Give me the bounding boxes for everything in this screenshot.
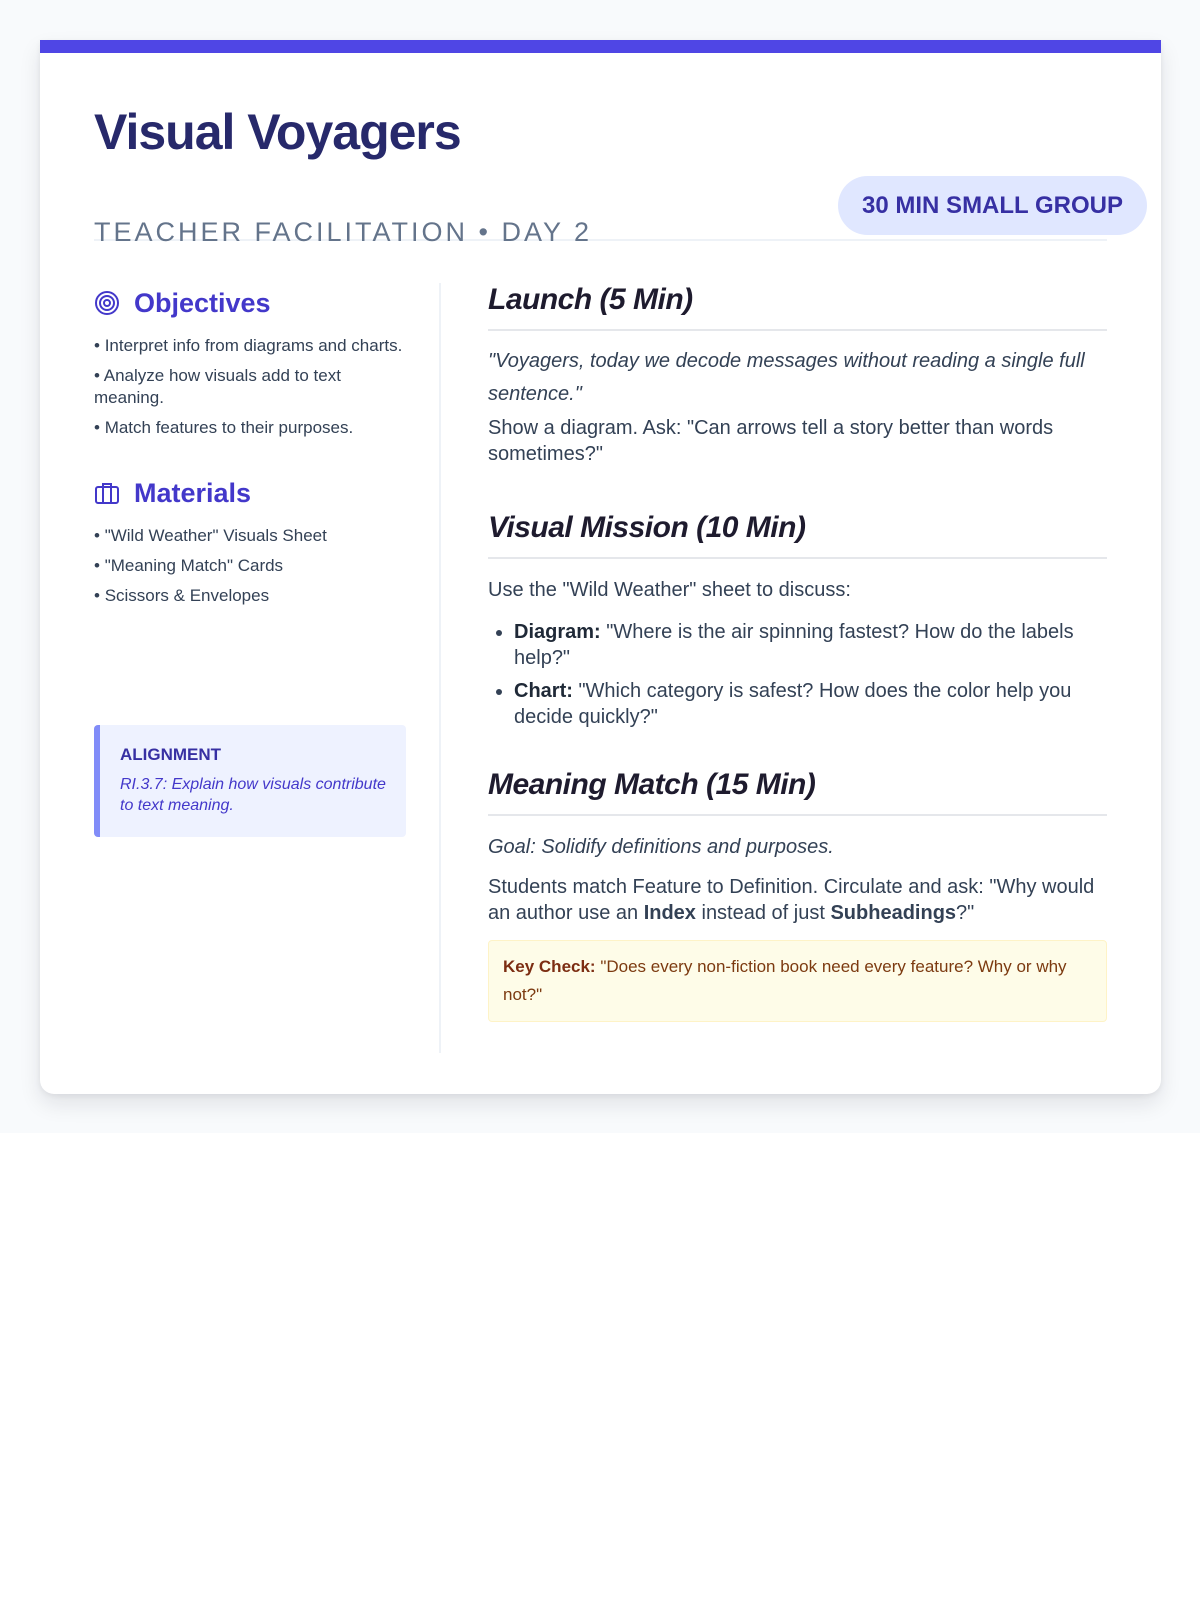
launch-text: Show a diagram. Ask: "Can arrows tell a story better than words sometimes?"	[488, 417, 1054, 465]
list-item: • "Meaning Match" Cards	[94, 555, 404, 577]
list-item	[514, 619, 1107, 671]
materials-label: Materials	[134, 477, 252, 508]
list-item: • Scissors & Envelopes	[94, 585, 404, 607]
list-item: • Match features to their purposes.	[94, 417, 404, 439]
alignment-title: ALIGNMENT	[120, 745, 222, 764]
match-text-after: ?"	[956, 902, 975, 924]
match-text-before: Students match Feature to Definition. Circulate and ask: "Why would an author use an	[488, 876, 1095, 924]
launch-section	[488, 283, 1107, 467]
objectives-list	[94, 335, 404, 439]
lesson-header	[94, 103, 1123, 247]
lesson-card	[40, 40, 1161, 1094]
index-term: Index	[643, 902, 696, 924]
target-icon	[94, 290, 120, 316]
key-check-text: "Does every non-fiction book need every feature? Why or why not?"	[503, 957, 1067, 1004]
objectives-heading	[94, 283, 439, 323]
match-heading: Meaning Match (15 Min)	[488, 768, 1107, 816]
materials-section	[94, 473, 439, 607]
mission-intro: Use the "Wild Weather" sheet to discuss:	[488, 579, 851, 601]
list-item	[514, 678, 1107, 730]
duration-badge: 30 MIN SMALL GROUP	[838, 176, 1147, 235]
mission-heading: Visual Mission (10 Min)	[488, 511, 1107, 559]
match-text-mid: instead of just	[695, 902, 831, 924]
diagram-label: Diagram:	[514, 621, 601, 643]
chart-label: Chart:	[514, 680, 573, 702]
match-goal: Goal: Solidify definitions and purposes.	[488, 836, 834, 858]
match-section	[488, 768, 1107, 1022]
materials-list	[94, 525, 404, 607]
chart-text: "Which category is safest? How does the color help you decide quickly?"	[514, 680, 1072, 728]
key-check-box	[488, 940, 1107, 1022]
list-item: • Interpret info from diagrams and charts.	[94, 335, 404, 357]
page-subtitle: TEACHER FACILITATION • DAY 2	[94, 217, 593, 247]
mission-section	[488, 511, 1107, 730]
main-content	[488, 283, 1107, 1022]
list-item: • "Wild Weather" Visuals Sheet	[94, 525, 404, 547]
materials-heading	[94, 473, 439, 513]
sidebar	[94, 283, 441, 1053]
launch-heading: Launch (5 Min)	[488, 283, 1107, 331]
objectives-label: Objectives	[134, 287, 271, 318]
match-text	[488, 874, 1107, 926]
briefcase-icon	[94, 480, 120, 506]
mission-list	[488, 619, 1107, 730]
diagram-text: "Where is the air spinning fastest? How do the labels help?"	[514, 621, 1074, 669]
subheadings-term: Subheadings	[830, 902, 957, 924]
page-title: Visual Voyagers	[94, 104, 461, 160]
alignment-text: RI.3.7: Explain how visuals contribute to text meaning.	[120, 776, 386, 814]
key-check-label: Key Check:	[503, 957, 596, 976]
alignment-box	[94, 725, 406, 837]
list-item: • Analyze how visuals add to text meaning.	[94, 365, 404, 409]
launch-quote: "Voyagers, today we decode messages without reading a single full sentence."	[488, 350, 1085, 405]
objectives-section	[94, 283, 439, 439]
